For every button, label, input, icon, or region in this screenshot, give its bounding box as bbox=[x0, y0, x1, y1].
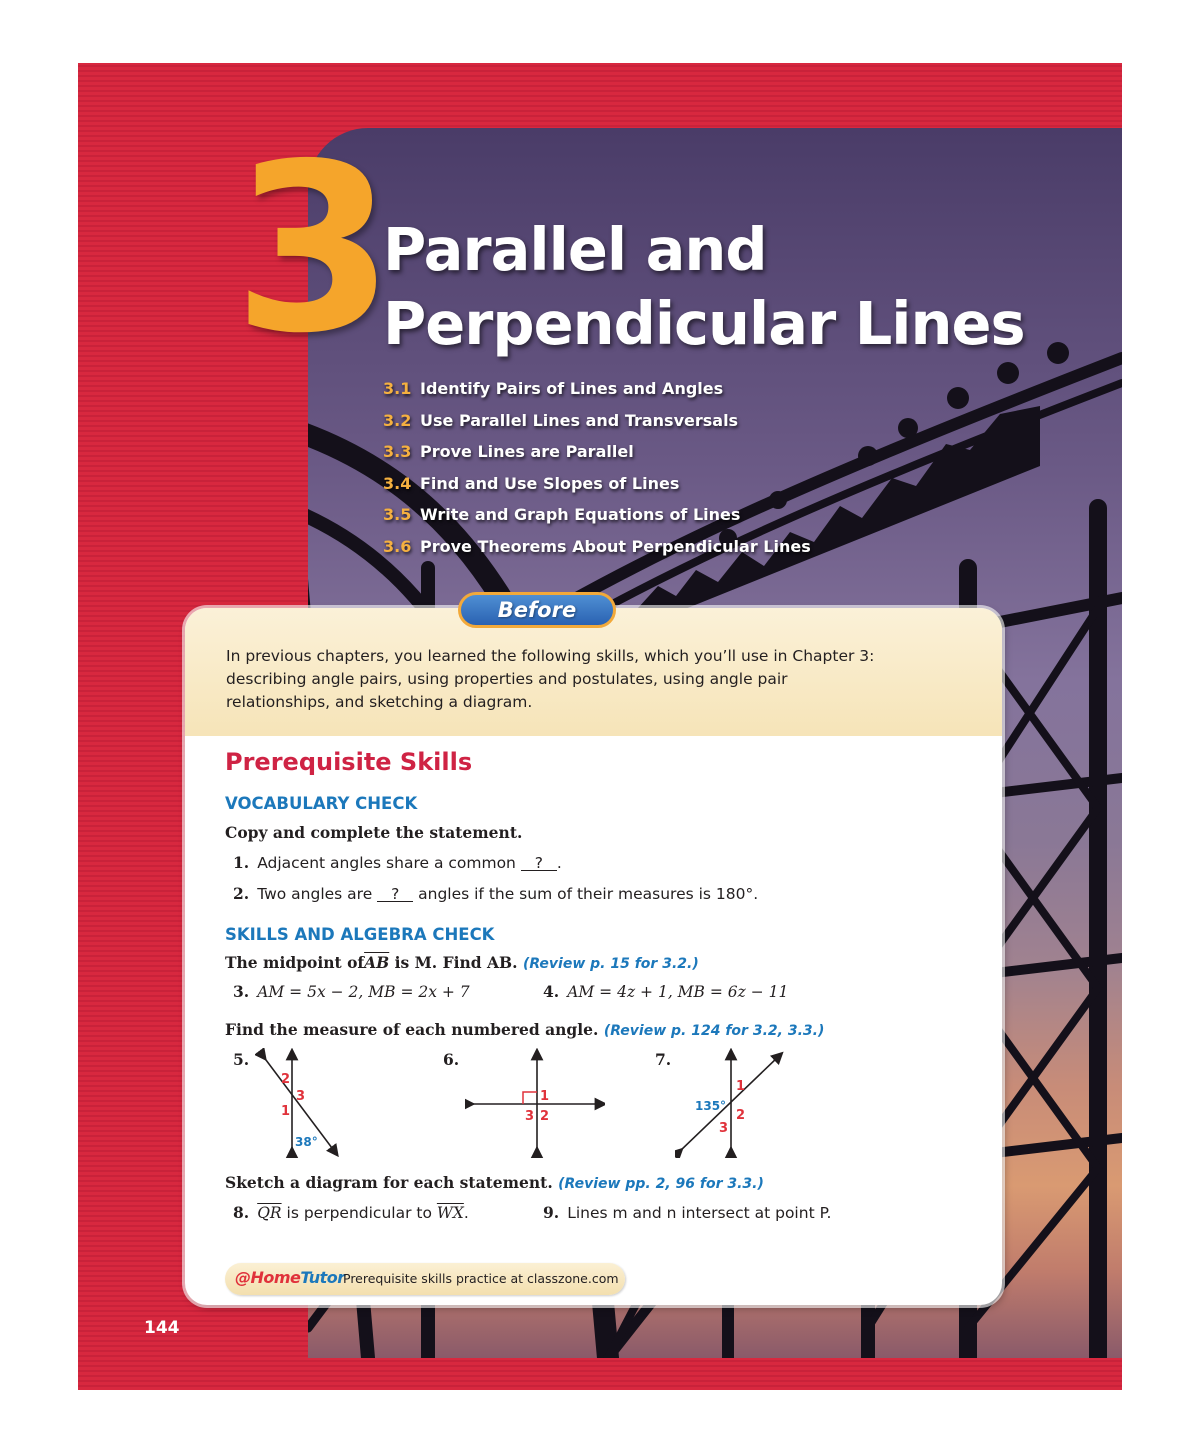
lesson-item bbox=[383, 468, 811, 500]
exercise-2 bbox=[233, 884, 758, 903]
exercise-8 bbox=[233, 1203, 469, 1222]
prerequisite-card bbox=[185, 608, 1002, 1305]
instruction-text: Find the measure of each numbered angle. bbox=[225, 1020, 599, 1039]
angle-label-1: 1 bbox=[281, 1104, 291, 1119]
midpoint-instruction bbox=[225, 953, 699, 972]
exercise-text: Two angles are bbox=[257, 885, 373, 903]
angle-label-3: 3 bbox=[525, 1109, 535, 1124]
exercise-5-number: 5. bbox=[233, 1050, 250, 1069]
instruction-text-end: is M. Find AB. bbox=[394, 953, 518, 972]
lesson-item bbox=[383, 405, 811, 437]
exercise-number: 9. bbox=[543, 1203, 560, 1222]
lesson-item bbox=[383, 373, 811, 405]
exercise-text-end: angles if the sum of their measures is 180°. bbox=[418, 885, 759, 903]
angle-label-3: 3 bbox=[719, 1121, 729, 1136]
given-angle-135: 135° bbox=[695, 1099, 727, 1113]
hometutor-text[interactable]: Prerequisite skills practice at classzone.com bbox=[343, 1271, 619, 1286]
lesson-title: Prove Theorems About Perpendicular Lines bbox=[420, 536, 811, 556]
exercise-6-diagram bbox=[465, 1048, 605, 1158]
lesson-item bbox=[383, 531, 811, 563]
angle-label-2: 2 bbox=[736, 1108, 746, 1123]
exercise-text: Adjacent angles share a common bbox=[257, 854, 516, 872]
lesson-title: Use Parallel Lines and Transversals bbox=[420, 410, 739, 430]
segment-ab: $\overline{AB}$ bbox=[364, 953, 390, 972]
exercise-9 bbox=[543, 1203, 831, 1222]
chapter-title-line1: Parallel and bbox=[383, 215, 767, 284]
exercise-number: 8. bbox=[233, 1203, 250, 1222]
answer-blank: ? bbox=[377, 887, 413, 902]
lesson-number: 3.1 bbox=[383, 379, 412, 398]
lesson-title: Write and Graph Equations of Lines bbox=[420, 505, 741, 525]
chapter-title bbox=[383, 213, 1025, 361]
exercise-number: 1. bbox=[233, 853, 250, 872]
lesson-number: 3.4 bbox=[383, 473, 412, 493]
chapter-opener-page bbox=[78, 63, 1122, 1390]
angle-instruction bbox=[225, 1020, 824, 1039]
chapter-number: 3 bbox=[233, 114, 389, 384]
line-wx: $\overline{WX}$ bbox=[436, 1204, 464, 1222]
exercise-3 bbox=[233, 982, 470, 1001]
instruction-text: The midpoint of bbox=[225, 953, 365, 972]
review-reference: (Review pp. 2, 96 for 3.3.) bbox=[558, 1176, 764, 1192]
exercise-6-number: 6. bbox=[443, 1050, 460, 1069]
exercise-5-diagram bbox=[255, 1048, 355, 1158]
exercise-text-end: . bbox=[556, 854, 562, 872]
line-qr: $\overline{QR}$ bbox=[257, 1204, 282, 1222]
exercise-number: 2. bbox=[233, 884, 250, 903]
skills-algebra-heading: SKILLS AND ALGEBRA CHECK bbox=[225, 925, 495, 944]
exercise-equation: AM = 4z + 1, MB = 6z − 11 bbox=[567, 983, 789, 1001]
exercise-text-end: . bbox=[463, 1204, 469, 1222]
instruction-text: Sketch a diagram for each statement. bbox=[225, 1173, 553, 1192]
vocab-instruction: Copy and complete the statement. bbox=[225, 823, 523, 842]
lesson-number: 3.2 bbox=[383, 410, 412, 430]
exercise-equation: AM = 5x − 2, MB = 2x + 7 bbox=[257, 983, 470, 1001]
hometutor-banner[interactable] bbox=[225, 1263, 625, 1295]
lesson-number: 3.6 bbox=[383, 536, 412, 556]
exercise-text: is perpendicular to bbox=[286, 1204, 432, 1222]
prerequisite-skills-title: Prerequisite Skills bbox=[225, 748, 473, 776]
angle-label-2: 2 bbox=[540, 1109, 550, 1124]
angle-label-1: 1 bbox=[540, 1089, 550, 1104]
exercise-7-number: 7. bbox=[655, 1050, 672, 1069]
hometutor-logo bbox=[235, 1268, 345, 1287]
vocabulary-check-heading: VOCABULARY CHECK bbox=[225, 794, 418, 813]
hometutor-brand-at: @Home bbox=[235, 1268, 301, 1287]
exercise-number: 3. bbox=[233, 982, 250, 1001]
lesson-item bbox=[383, 436, 811, 468]
lesson-list bbox=[383, 373, 811, 563]
exercise-number: 4. bbox=[543, 982, 560, 1001]
review-reference: (Review p. 15 for 3.2.) bbox=[522, 956, 699, 972]
hometutor-brand-tutor: Tutor bbox=[300, 1268, 345, 1287]
lesson-number: 3.5 bbox=[383, 505, 412, 525]
lesson-item bbox=[383, 499, 811, 531]
lesson-title: Prove Lines are Parallel bbox=[420, 442, 634, 462]
lesson-title: Identify Pairs of Lines and Angles bbox=[420, 379, 724, 398]
angle-label-1: 1 bbox=[736, 1079, 746, 1094]
sketch-instruction bbox=[225, 1173, 764, 1192]
exercise-4 bbox=[543, 982, 788, 1001]
given-angle-38: 38° bbox=[295, 1135, 318, 1149]
lesson-number: 3.3 bbox=[383, 442, 412, 462]
lesson-title: Find and Use Slopes of Lines bbox=[420, 473, 680, 493]
answer-blank: ? bbox=[521, 856, 557, 871]
review-reference: (Review p. 124 for 3.2, 3.3.) bbox=[603, 1023, 825, 1039]
page-number: 144 bbox=[144, 1318, 180, 1338]
angle-label-3: 3 bbox=[296, 1089, 306, 1104]
chapter-title-line2: Perpendicular Lines bbox=[383, 288, 1025, 358]
before-text: In previous chapters, you learned the following skills, which you’ll use in Chapter 3: describing angle pairs, using properties and postulates, using angle pair relationships, and sketching a diagram. bbox=[226, 647, 875, 711]
exercise-7-diagram bbox=[675, 1048, 785, 1158]
before-tab: Before bbox=[458, 592, 616, 628]
exercise-text: Lines m and n intersect at point P. bbox=[567, 1204, 832, 1222]
exercise-1 bbox=[233, 853, 562, 872]
angle-label-2: 2 bbox=[281, 1072, 291, 1087]
